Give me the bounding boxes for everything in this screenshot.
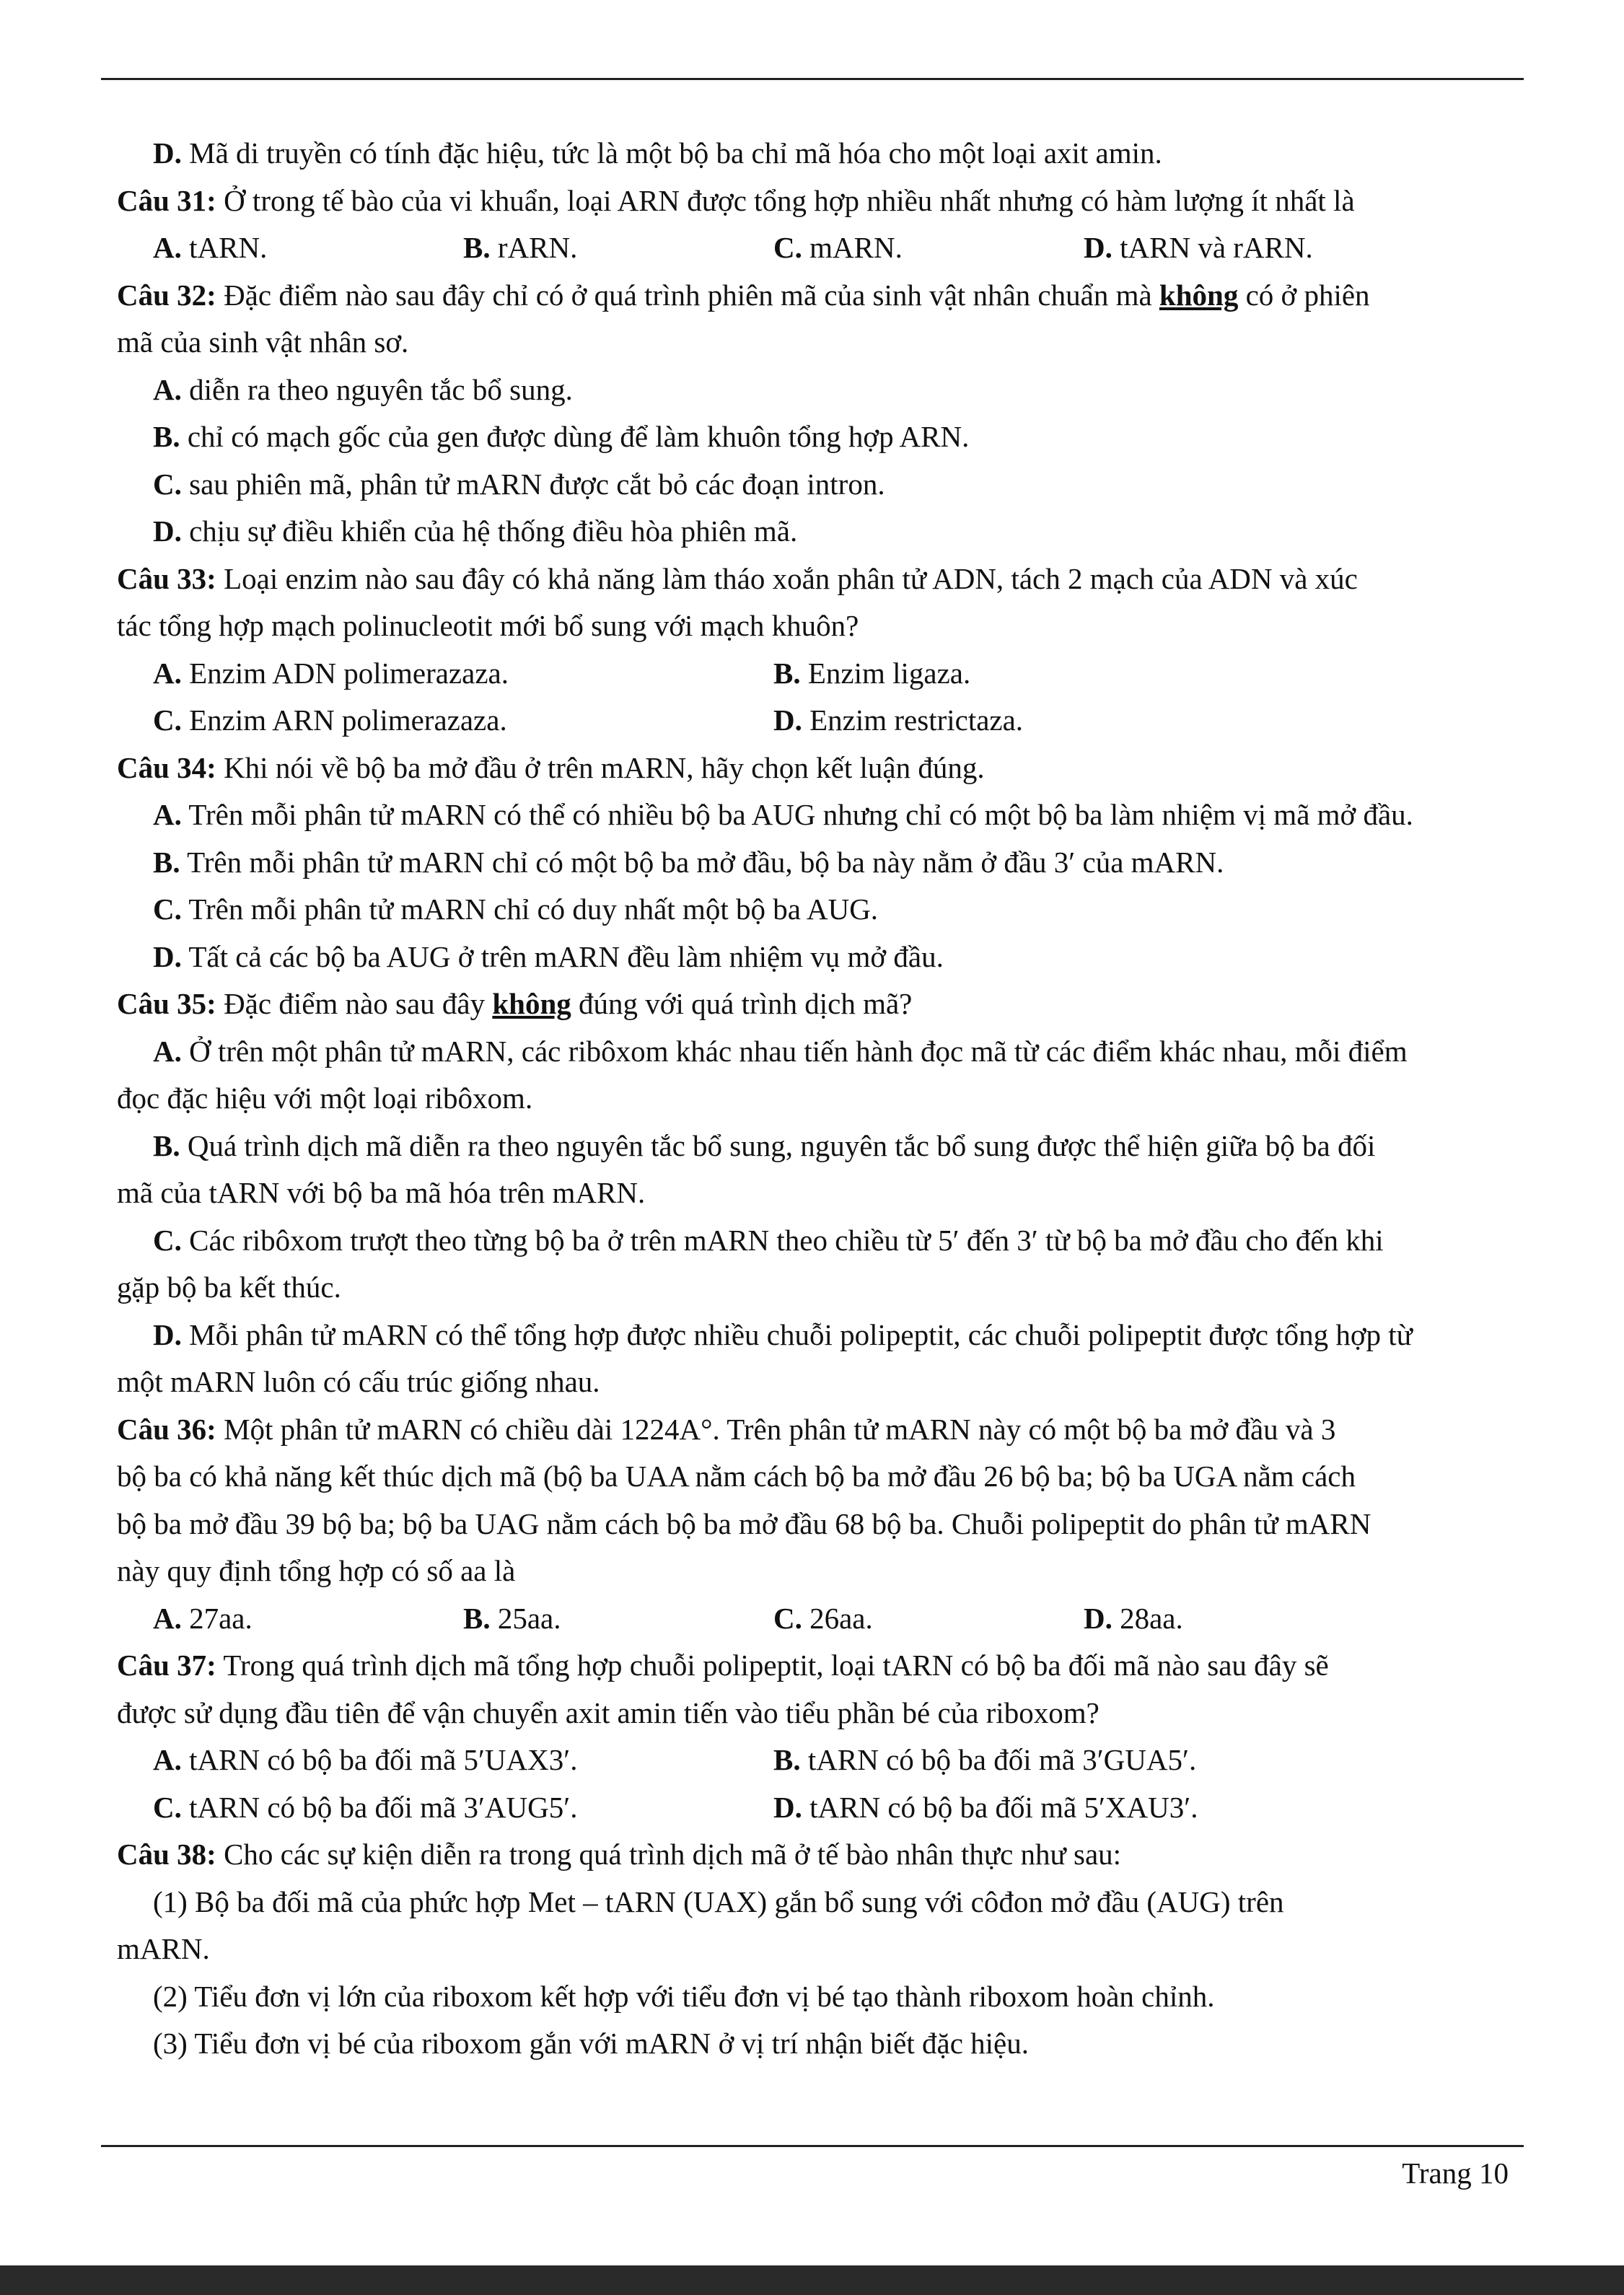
q37-option-b: B. tARN có bộ ba đối mã 3′GUA5′. <box>773 1743 1197 1776</box>
q31-option-b: B. rARN. <box>463 231 578 264</box>
q31-option-a: A. tARN. <box>153 231 268 264</box>
q33-stem: Câu 33: Loại enzim nào sau đây có khả năng làm tháo xoắn phân tử ADN, tách 2 mạch của ADN và xúc <box>117 561 1358 595</box>
q34-option-b: B. Trên mỗi phân tử mARN chỉ có một bộ ba mở đầu, bộ ba này nằm ở đầu 3′ của mARN. <box>153 845 1224 879</box>
q38-event-1: (1) Bộ ba đối mã của phức hợp Met – tARN (UAX) gắn bổ sung với côđon mở đầu (AUG) trên <box>153 1884 1284 1918</box>
page-content <box>117 130 1554 2068</box>
q34-option-d: D. Tất cả các bộ ba AUG ở trên mARN đều làm nhiệm vụ mở đầu. <box>153 939 944 973</box>
q30-option-d: D. Mã di truyền có tính đặc hiệu, tức là một bộ ba chỉ mã hóa cho một loại axit amin. <box>153 136 1162 170</box>
bottom-band <box>0 2265 1624 2295</box>
q35-option-a: A. Ở trên một phân tử mARN, các ribôxom khác nhau tiến hành đọc mã từ các điểm khác nhau, mỗi điểm <box>153 1034 1408 1068</box>
q37-stem-cont: được sử dụng đầu tiên để vận chuyển axit amin tiến vào tiểu phần bé của riboxom? <box>117 1695 1100 1729</box>
q37-option-c: C. tARN có bộ ba đối mã 3′AUG5′. <box>153 1790 578 1824</box>
q35-option-b-cont: mã của tARN với bộ ba mã hóa trên mARN. <box>117 1176 646 1209</box>
q32-option-b: B. chỉ có mạch gốc của gen được dùng để làm khuôn tổng hợp ARN. <box>153 420 970 453</box>
q34-option-c: C. Trên mỗi phân tử mARN chỉ có duy nhất một bộ ba AUG. <box>153 892 879 926</box>
q33-option-c: C. Enzim ARN polimerazaza. <box>153 703 507 737</box>
footer-rule <box>101 2145 1524 2147</box>
q31-option-c: C. mARN. <box>773 231 903 264</box>
q36-options <box>117 1595 1554 1643</box>
q33-options-cd <box>117 697 1554 745</box>
q37-option-d: D. tARN có bộ ba đối mã 5′XAU3′. <box>773 1790 1198 1824</box>
q35-option-c-cont: gặp bộ ba kết thúc. <box>117 1271 341 1304</box>
q35-stem: Câu 35: Đặc điểm nào sau đây không đúng với quá trình dịch mã? <box>117 987 913 1020</box>
q31-options <box>117 224 1554 272</box>
q35-option-c: C. Các ribôxom trượt theo từng bộ ba ở trên mARN theo chiều từ 5′ đến 3′ từ bộ ba mở đầu cho đến khi <box>153 1223 1384 1257</box>
q34-option-a: A. Trên mỗi phân tử mARN có thể có nhiều bộ ba AUG nhưng chỉ có một bộ ba làm nhiệm vị mã mở đầu. <box>153 798 1413 831</box>
q32-stem-cont: mã của sinh vật nhân sơ. <box>117 325 409 359</box>
header-rule <box>101 78 1524 80</box>
q37-options-cd <box>117 1784 1554 1832</box>
q32-option-a: A. diễn ra theo nguyên tắc bổ sung. <box>153 372 573 406</box>
q31-option-d: D. tARN và rARN. <box>1084 231 1313 264</box>
q37-option-a: A. tARN có bộ ba đối mã 5′UAX3′. <box>153 1743 578 1776</box>
q32-option-c: C. sau phiên mã, phân tử mARN được cắt bỏ các đoạn intron. <box>153 467 885 501</box>
q33-option-a: A. Enzim ADN polimerazaza. <box>153 656 509 690</box>
q37-stem: Câu 37: Trong quá trình dịch mã tổng hợp chuỗi polipeptit, loại tARN có bộ ba đối mã nào sau đây sẽ <box>117 1649 1329 1682</box>
q38-stem: Câu 38: Cho các sự kiện diễn ra trong quá trình dịch mã ở tế bào nhân thực như sau: <box>117 1838 1122 1871</box>
q34-stem: Câu 34: Khi nói về bộ ba mở đầu ở trên mARN, hãy chọn kết luận đúng. <box>117 750 985 784</box>
q33-option-b: B. Enzim ligaza. <box>773 656 971 690</box>
q36-stem-3: bộ ba mở đầu 39 bộ ba; bộ ba UAG nằm cách bộ ba mở đầu 68 bộ ba. Chuỗi polipeptit do phân tử mARN <box>117 1506 1371 1540</box>
q36-stem-4: này quy định tổng hợp có số aa là <box>117 1554 516 1587</box>
q33-option-d: D. Enzim restrictaza. <box>773 703 1024 737</box>
q38-event-2: (2) Tiểu đơn vị lớn của riboxom kết hợp với tiểu đơn vị bé tạo thành riboxom hoàn chỉnh. <box>153 1979 1215 2013</box>
q36-option-b: B. 25aa. <box>463 1601 561 1635</box>
q36-stem: Câu 36: Một phân tử mARN có chiều dài 1224A°. Trên phân tử mARN này có một bộ ba mở đầu và 3 <box>117 1412 1336 1446</box>
q32-stem: Câu 32: Đặc điểm nào sau đây chỉ có ở quá trình phiên mã của sinh vật nhân chuẩn mà không có ở phiên <box>117 278 1370 312</box>
q33-stem-cont: tác tổng hợp mạch polinucleotit mới bổ sung với mạch khuôn? <box>117 609 859 642</box>
page-number: Trang 10 <box>1402 2156 1509 2190</box>
q32-option-d: D. chịu sự điều khiển của hệ thống điều hòa phiên mã. <box>153 514 798 548</box>
q37-options-ab <box>117 1737 1554 1784</box>
q33-options-ab <box>117 650 1554 698</box>
q38-event-3: (3) Tiểu đơn vị bé của riboxom gắn với mARN ở vị trí nhận biết đặc hiệu. <box>153 2027 1030 2060</box>
q36-stem-2: bộ ba có khả năng kết thúc dịch mã (bộ ba UAA nằm cách bộ ba mở đầu 26 bộ ba; bộ ba UGA nằm cách <box>117 1460 1356 1493</box>
q36-option-a: A. 27aa. <box>153 1601 253 1635</box>
q31-stem: Câu 31: Ở trong tế bào của vi khuẩn, loại ARN được tổng hợp nhiều nhất nhưng có hàm lượng ít nhất là <box>117 183 1355 217</box>
q35-option-a-cont: đọc đặc hiệu với một loại ribôxom. <box>117 1081 533 1115</box>
q35-option-b: B. Quá trình dịch mã diễn ra theo nguyên tắc bổ sung, nguyên tắc bổ sung được thể hiện giữa bộ ba đối <box>153 1128 1376 1162</box>
q36-option-c: C. 26aa. <box>773 1601 873 1635</box>
q36-option-d: D. 28aa. <box>1084 1601 1183 1635</box>
q38-event-1-cont: mARN. <box>117 1932 210 1965</box>
q35-option-d: D. Mỗi phân tử mARN có thể tổng hợp được nhiều chuỗi polipeptit, các chuỗi polipeptit được tổng hợp từ <box>153 1317 1413 1351</box>
q35-option-d-cont: một mARN luôn có cấu trúc giống nhau. <box>117 1365 600 1398</box>
